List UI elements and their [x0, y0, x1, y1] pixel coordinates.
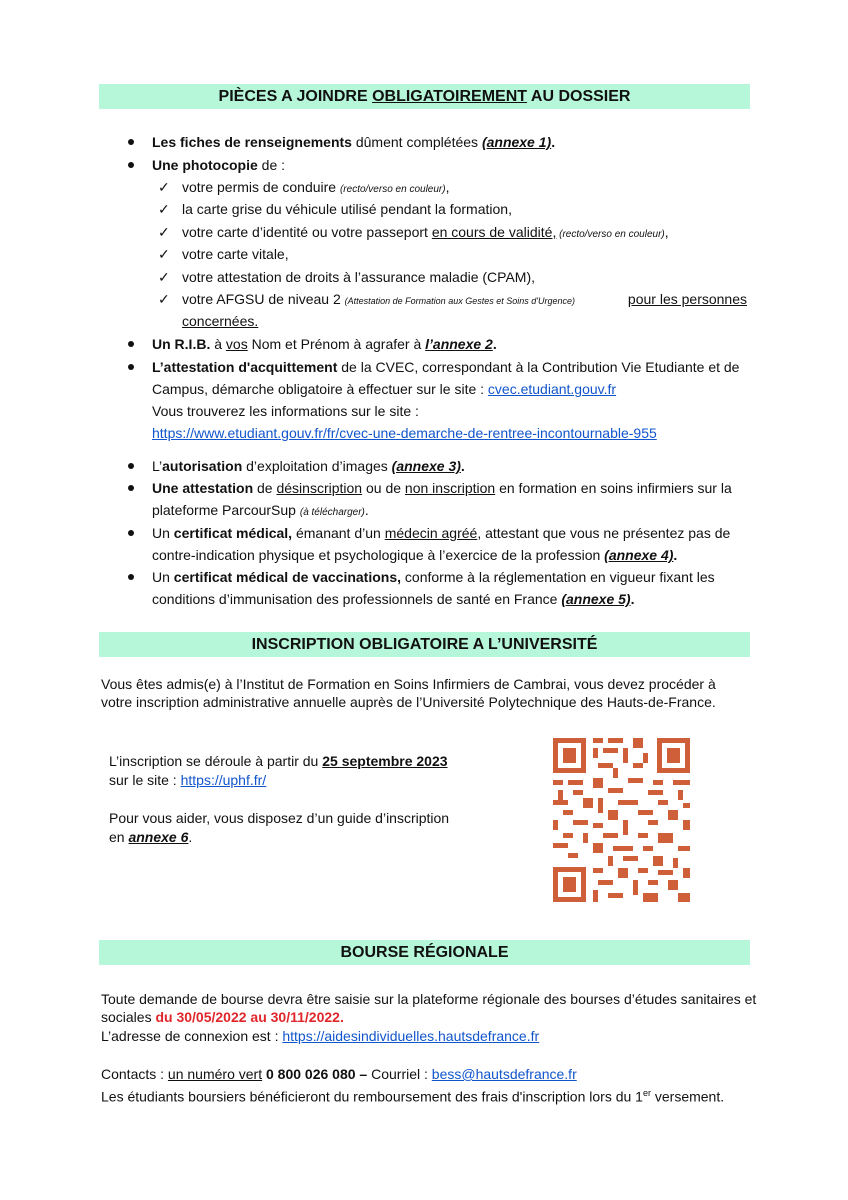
bullet [128, 485, 134, 491]
uphf-link[interactable]: https://uphf.fr/ [180, 772, 267, 788]
section-inscription-title: INSCRIPTION OBLIGATOIRE A L’UNIVERSITÉ [99, 632, 750, 657]
check-icon: ✓ [158, 246, 170, 262]
bullet [128, 162, 134, 168]
check-icon: ✓ [158, 179, 170, 195]
guide-line-1: Pour vous aider, vous disposez d’un guide d’inscription [109, 810, 450, 826]
list-item-rib: Un R.I.B. à vos Nom et Prénom à agrafer à l’annexe 2. [152, 336, 497, 352]
check-item-carte-vitale: votre carte vitale, [182, 246, 289, 262]
bullet [128, 530, 134, 536]
list-item-cvec-l4 [152, 424, 657, 442]
list-item-cvec-l2: Campus, démarche obligatoire à effectuer sur le site : cvec.etudiant.gouv.fr [152, 381, 617, 397]
bourse-paragraph-l2: sociales du 30/05/2022 au 30/11/2022. [101, 1009, 344, 1025]
check-icon: ✓ [158, 269, 170, 285]
bullet [128, 364, 134, 370]
inscription-paragraph-l1: Vous êtes admis(e) à l’Institut de Formation en Soins Infirmiers de Cambrai, vous devez procéder à [101, 676, 716, 692]
list-item-cvec: L’attestation d'acquittement de la CVEC, correspondant à la Contribution Vie Etudiante et de [152, 359, 740, 375]
bourse-address-line: L’adresse de connexion est : https://aidesindividuelles.hautsdefrance.fr [101, 1028, 540, 1044]
inscription-paragraph-l2: votre inscription administrative annuelle auprès de l’Université Polytechnique des Hauts-de-France. [101, 694, 716, 710]
inscription-site-line: sur le site : https://uphf.fr/ [109, 772, 267, 788]
guide-line-2: en annexe 6. [109, 829, 193, 845]
list-item-fiches: Les fiches de renseignements dûment complétées (annexe 1). [152, 134, 556, 150]
section-bourse-title: BOURSE RÉGIONALE [99, 940, 750, 965]
bullet [128, 463, 134, 469]
list-item-vaccinations-l2: conditions d’immunisation des professionnels de santé en France (annexe 5). [152, 591, 635, 607]
list-item-certificat: Un certificat médical, émanant d’un médecin agréé, attestant que vous ne présentez pas de [152, 525, 731, 541]
bullet [128, 574, 134, 580]
check-icon: ✓ [158, 291, 170, 307]
cvec-link[interactable]: cvec.etudiant.gouv.fr [487, 381, 617, 397]
check-item-cpam: votre attestation de droits à l’assurance maladie (CPAM), [182, 269, 536, 285]
list-item-desinscription-l2: plateforme ParcourSup (à télécharger). [152, 502, 369, 518]
bourse-paragraph-l1: Toute demande de bourse devra être saisie sur la plateforme régionale des bourses d’études sanitaires et [101, 991, 757, 1007]
section-pieces-title: PIÈCES A JOINDRE OBLIGATOIREMENT AU DOSSIER [99, 84, 750, 109]
check-icon: ✓ [158, 201, 170, 217]
inscription-date-line: L’inscription se déroule à partir du 25 septembre 2023 [109, 753, 448, 769]
list-item-certificat-l2: contre-indication physique et psychologique à l’exercice de la profession (annexe 4). [152, 547, 678, 563]
contacts-line: Contacts : un numéro vert 0 800 026 080 – Courriel : bess@hautsdefrance.fr [101, 1066, 577, 1082]
check-item-identite: votre carte d’identité ou votre passeport en cours de validité, (recto/verso en couleur), [182, 224, 669, 240]
bullet [128, 341, 134, 347]
list-item-autorisation: L’autorisation d’exploitation d’images (annexe 3). [152, 458, 465, 474]
etudiant-gouv-link[interactable]: https://www.etudiant.gouv.fr/fr/cvec-une-demarche-de-rentree-incontournable-955 [152, 425, 657, 441]
list-item-cvec-l3: Vous trouverez les informations sur le site : [152, 403, 419, 419]
check-item-carte-grise: la carte grise du véhicule utilisé pendant la formation, [182, 201, 512, 217]
check-item-permis: votre permis de conduire (recto/verso en couleur), [182, 179, 450, 195]
bess-email-link[interactable]: bess@hautsdefrance.fr [431, 1066, 577, 1082]
list-item-vaccinations: Un certificat médical de vaccinations, conforme à la réglementation en vigueur fixant les [152, 569, 715, 585]
bullet [128, 139, 134, 145]
check-icon: ✓ [158, 224, 170, 240]
list-item-photocopie: Une photocopie de : [152, 157, 286, 173]
check-item-afgsu-cont: concernées. [182, 313, 259, 329]
list-item-desinscription: Une attestation de désinscription ou de non inscription en formation en soins infirmiers sur la [152, 480, 732, 496]
hautsdefrance-link[interactable]: https://aidesindividuelles.hautsdefrance.fr [282, 1028, 540, 1044]
check-item-afgsu: votre AFGSU de niveau 2 (Attestation de Formation aux Gestes et Soins d'Urgence) pour les personnes [182, 291, 747, 307]
boursiers-line: Les étudiants boursiers bénéficieront du remboursement des frais d'inscription lors du 1er versement. [101, 1088, 725, 1105]
qr-code-image [553, 738, 690, 902]
